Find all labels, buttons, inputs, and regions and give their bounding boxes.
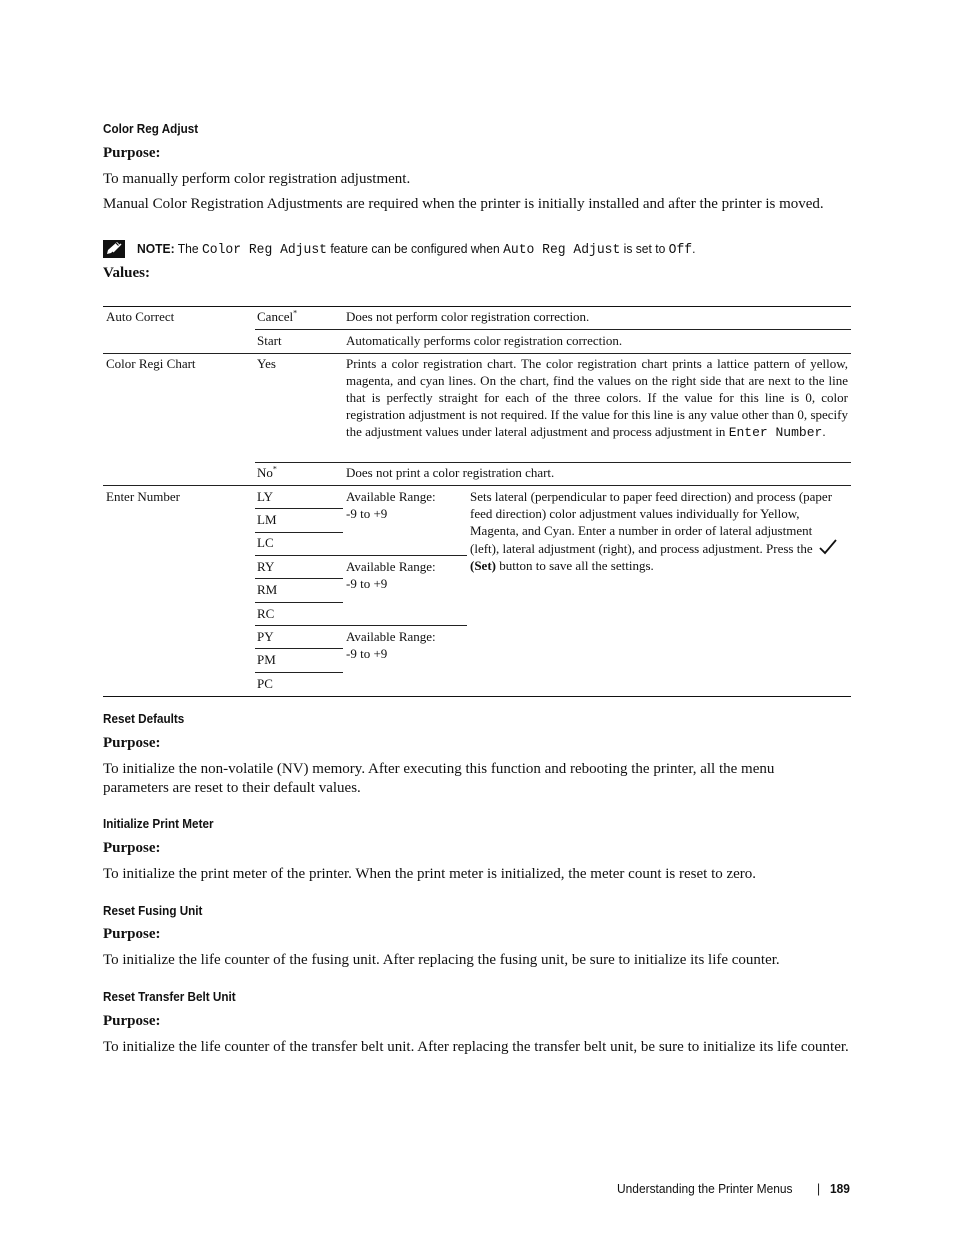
range-value: -9 to +9 — [346, 646, 388, 661]
table-rule — [255, 602, 343, 603]
table-rule — [255, 625, 467, 626]
option-py: PY — [257, 629, 274, 644]
range-label: Available Range: — [346, 629, 436, 644]
table-cell-desc: Does not print a color registration chart. — [346, 465, 555, 480]
note-text: The — [174, 241, 202, 256]
purpose-text: To initialize the life counter of the fusing unit. After replacing the fusing unit, be sure to initialize its life counter. — [103, 952, 780, 968]
option-rc: RC — [257, 606, 275, 621]
range-label: Available Range: — [346, 489, 436, 504]
table-cell-desc — [346, 355, 848, 441]
note-icon — [103, 240, 125, 258]
note-label: NOTE: — [137, 241, 175, 256]
footer-separator: | — [817, 1181, 821, 1196]
table-cell-option — [257, 308, 297, 325]
purpose-label: Purpose: — [103, 1013, 161, 1029]
purpose-label: Purpose: — [103, 735, 161, 751]
range-value: -9 to +9 — [346, 576, 388, 591]
purpose-label: Purpose: — [103, 145, 161, 161]
note-code: Auto Reg Adjust — [503, 242, 621, 258]
desc-text: Sets lateral (perpendicular to paper feed direction) and process (paper feed direction) color adjustment values individually for Yellow, Magenta, and Cyan. Enter a number in order of lateral adjustment (left), lateral adjustment (right), and process adjustment. Press the — [470, 489, 833, 556]
section-heading-initialize-print-meter: Initialize Print Meter — [103, 816, 214, 831]
option-cancel: Cancel — [257, 309, 294, 324]
table-rule — [255, 672, 343, 673]
table-rule — [255, 329, 851, 330]
table-rule — [255, 508, 343, 509]
table-rule — [103, 485, 851, 486]
table-rule — [255, 532, 343, 533]
note-code: Off — [668, 242, 693, 258]
table-rule — [103, 353, 851, 354]
section-heading-reset-transfer-belt-unit: Reset Transfer Belt Unit — [103, 989, 236, 1004]
option-pm: PM — [257, 652, 276, 667]
table-cell-item: Enter Number — [106, 489, 181, 504]
table-cell-option — [257, 464, 277, 481]
table-rule — [255, 578, 343, 579]
table-rule — [103, 306, 851, 307]
note-text: feature can be configured when — [326, 241, 504, 256]
section-heading-reset-defaults: Reset Defaults — [103, 711, 185, 726]
table-cell-desc: Does not perform color registration correction. — [346, 309, 590, 324]
range-label: Available Range: — [346, 559, 436, 574]
option-lm: LM — [257, 512, 277, 527]
table-cell-option: Start — [257, 333, 282, 348]
table-cell-item: Auto Correct — [106, 309, 175, 324]
purpose-label: Purpose: — [103, 840, 161, 856]
desc-text: Prints a color registration chart. The color registration chart prints a lattice pattern of yellow, magenta, and cyan lines. On the chart, find the values on the right side that are next to the line that is perfectly straight for each of the three colors. If the value for this line is 0, color registration adjustment is not required. If the value for this line is any value other than 0, specify the adjustment values under lateral adjustment and process adjustment in — [346, 356, 848, 439]
table-cell-desc — [470, 488, 842, 574]
option-no: No — [257, 465, 273, 480]
set-label: (Set) — [470, 558, 496, 573]
table-rule — [255, 555, 467, 556]
note-text: . — [692, 241, 696, 256]
detail-text: Manual Color Registration Adjustments are required when the printer is initially installed and after the printer is moved. — [103, 196, 824, 212]
section-heading-reset-fusing-unit: Reset Fusing Unit — [103, 903, 203, 918]
range-lateral-right — [346, 558, 436, 592]
purpose-text: To initialize the print meter of the printer. When the print meter is initialized, the meter count is reset to zero. — [103, 866, 757, 882]
purpose-text: To initialize the non-volatile (NV) memory. After executing this function and rebooting the printer, all the menu parameters are reset to their default values. — [103, 761, 775, 796]
purpose-text: To initialize the life counter of the transfer belt unit. After replacing the transfer belt unit, be sure to initialize its life counter. — [103, 1039, 849, 1055]
note-text: is set to — [620, 241, 669, 256]
purpose-text: To manually perform color registration adjustment. — [103, 171, 411, 187]
range-lateral-left — [346, 488, 436, 522]
checkmark-icon — [816, 539, 840, 553]
option-ry: RY — [257, 559, 275, 574]
note — [137, 239, 844, 260]
values-label: Values: — [103, 265, 150, 281]
section-heading-color-reg-adjust: Color Reg Adjust — [103, 121, 199, 136]
range-value: -9 to +9 — [346, 506, 388, 521]
desc-code: Enter Number — [728, 425, 823, 440]
option-ly: LY — [257, 489, 274, 504]
table-rule — [103, 696, 851, 697]
desc-text: button to save all the settings. — [496, 558, 654, 573]
footer-section-title: Understanding the Printer Menus — [617, 1181, 793, 1196]
desc-text: . — [822, 424, 826, 439]
option-rm: RM — [257, 582, 278, 597]
range-process — [346, 628, 436, 662]
default-mark: * — [293, 308, 298, 318]
table-rule — [255, 462, 851, 463]
table-cell-option: Yes — [257, 356, 276, 371]
table-rule — [255, 648, 343, 649]
note-code: Color Reg Adjust — [201, 242, 327, 258]
table-cell-desc: Automatically performs color registration correction. — [346, 333, 623, 348]
option-lc: LC — [257, 535, 274, 550]
default-mark: * — [272, 464, 277, 474]
table-cell-item: Color Regi Chart — [106, 356, 196, 371]
option-pc: PC — [257, 676, 273, 691]
page-number: 189 — [830, 1181, 850, 1196]
purpose-label: Purpose: — [103, 926, 161, 942]
